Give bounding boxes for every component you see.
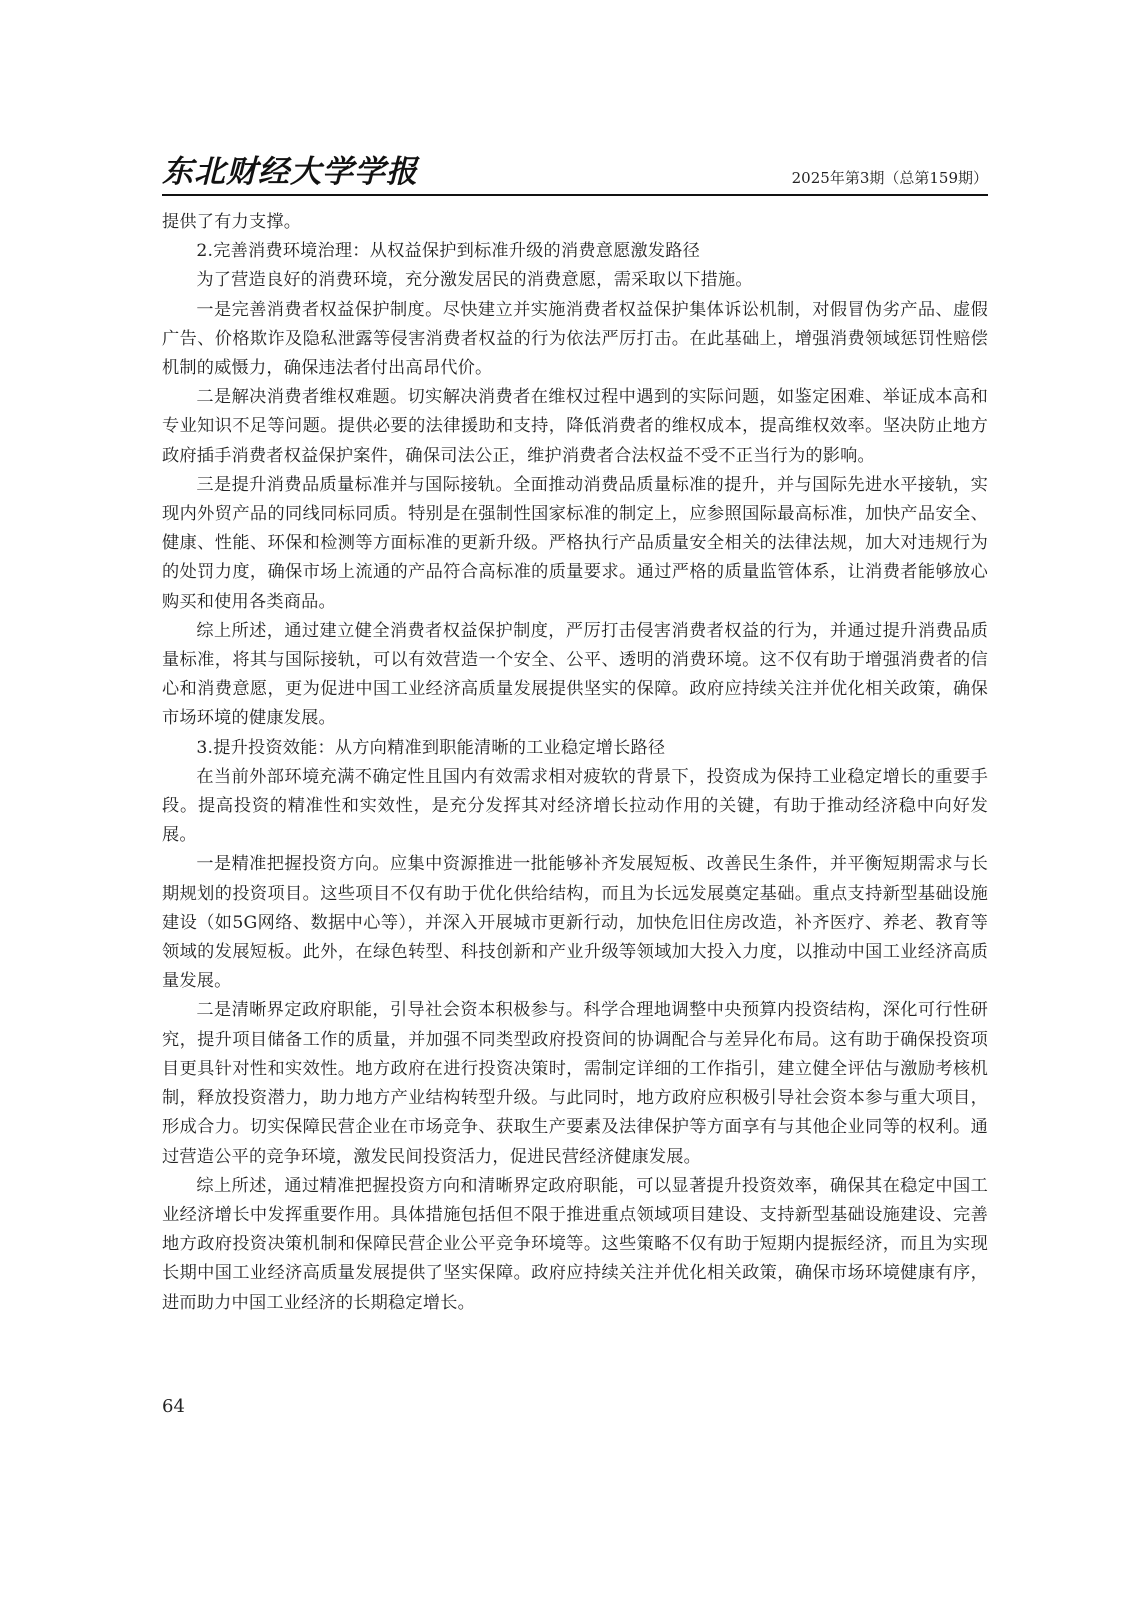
paragraph: 一是完善消费者权益保护制度。尽快建立并实施消费者权益保护集体诉讼机制，对假冒伪劣产品、虚假广告、价格欺诈及隐私泄露等侵害消费者权益的行为依法严厉打击。在此基础上，增强消费领域惩罚性赔偿机制的威慑力，确保违法者付出高昂代价。 — [162, 299, 988, 379]
paragraph: 一是精准把握投资方向。应集中资源推进一批能够补齐发展短板、改善民生条件，并平衡短期需求与长期规划的投资项目。这些项目不仅有助于优化供给结构，而且为长远发展奠定基础。重点支持新型基础设施建设（如5G网络、数据中心等），并深入开展城市更新行动，加快危旧住房改造，补齐医疗、养老、教育等领域的发展短板。此外，在绿色转型、科技创新和产业升级等领域加大投入力度，以推动中国工业经济高质量发展。 — [162, 854, 988, 992]
paragraph: 综上所述，通过精准把握投资方向和清晰界定政府职能，可以显著提升投资效率，确保其在稳定中国工业经济增长中发挥重要作用。具体措施包括但不限于推进重点领域项目建设、支持新型基础设施建设、完善地方政府投资决策机制和保障民营企业公平竞争环境等。这些策略不仅有助于短期内提振经济，而且为实现长期中国工业经济高质量发展提供了坚实保障。政府应持续关注并优化相关政策，确保市场环境健康有序，进而助力中国工业经济的长期稳定增长。 — [162, 1175, 988, 1313]
paragraph: 在当前外部环境充满不确定性且国内有效需求相对疲软的背景下，投资成为保持工业稳定增长的重要手段。提高投资的精准性和实效性，是充分发挥其对经济增长拉动作用的关键，有助于推动经济稳中向好发展。 — [162, 766, 988, 846]
paragraph: 三是提升消费品质量标准并与国际接轨。全面推动消费品质量标准的提升，并与国际先进水平接轨，实现内外贸产品的同线同标同质。特别是在强制性国家标准的制定上，应参照国际最高标准，加快产品安全、健康、性能、环保和检测等方面标准的更新升级。严格执行产品质量安全相关的法律法规，加大对违规行为的处罚力度，确保市场上流通的产品符合高标准的质量要求。通过严格的质量监管体系，让消费者能够放心购买和使用各类商品。 — [162, 474, 988, 612]
subsection-heading: 3.提升投资效能：从方向精准到职能清晰的工业稳定增长路径 — [196, 737, 666, 758]
issue-info: 2025年第3期（总第159期） — [791, 169, 988, 187]
header-rule — [162, 194, 988, 196]
paragraph-continuation: 提供了有力支撑。 — [162, 212, 302, 232]
paragraph: 二是清晰界定政府职能，引导社会资本积极参与。科学合理地调整中央预算内投资结构，深化可行性研究，提升项目储备工作的质量，并加强不同类型政府投资间的协调配合与差异化布局。这有助于确保投资项目更具针对性和实效性。地方政府在进行投资决策时，需制定详细的工作指引，建立健全评估与激励考核机制，释放投资潜力，助力地方产业结构转型升级。与此同时，地方政府应积极引导社会资本参与重大项目，形成合力。切实保障民营企业在市场竞争、获取生产要素及法律保护等方面享有与其他企业同等的权利。通过营造公平的竞争环境，激发民间投资活力，促进民营经济健康发展。 — [162, 1000, 988, 1167]
paragraph: 综上所述，通过建立健全消费者权益保护制度，严厉打击侵害消费者权益的行为，并通过提升消费品质量标准，将其与国际接轨，可以有效营造一个安全、公平、透明的消费环境。这不仅有助于增强消费者的信心和消费意愿，更为促进中国工业经济高质量发展提供坚实的保障。政府应持续关注并优化相关政策，确保市场环境的健康发展。 — [162, 620, 988, 729]
page-header — [162, 150, 988, 196]
page-number: 64 — [162, 1396, 185, 1417]
journal-title-logo: 东北财经大学学报 — [162, 154, 418, 190]
paragraph: 二是解决消费者维权难题。切实解决消费者在维权过程中遇到的实际问题，如鉴定困难、举证成本高和专业知识不足等问题。提供必要的法律援助和支持，降低消费者的维权成本，提高维权效率。坚决防止地方政府插手消费者权益保护案件，确保司法公正，维护消费者合法权益不受不正当行为的影响。 — [162, 387, 988, 466]
paragraph: 为了营造良好的消费环境，充分激发居民的消费意愿，需采取以下措施。 — [196, 270, 753, 291]
article-body — [162, 208, 988, 1318]
subsection-heading: 2.完善消费环境治理：从权益保护到标准升级的消费意愿激发路径 — [196, 241, 701, 262]
